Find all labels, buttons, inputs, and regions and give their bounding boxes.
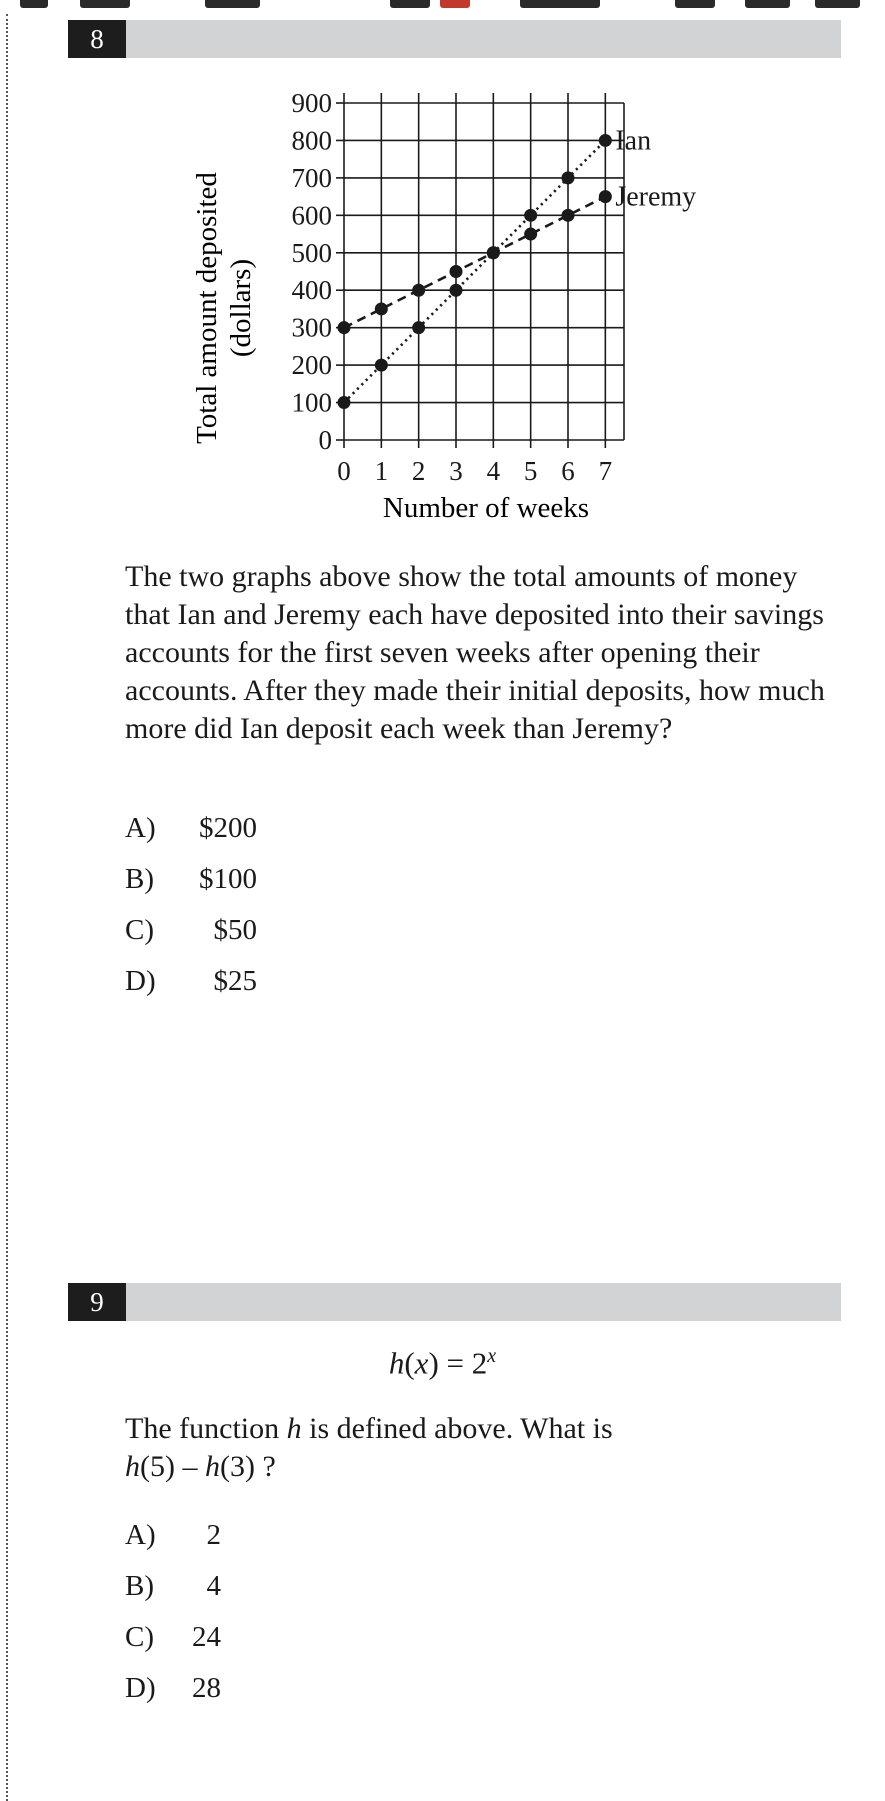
answer-choice-b[interactable] [125, 1561, 221, 1612]
y-tick-label: 300 [291, 312, 332, 343]
y-axis-ticks [292, 88, 345, 455]
question-header-bar [68, 20, 841, 58]
choice-value: 2 [206, 1519, 221, 1551]
y-tick-label: 400 [291, 275, 332, 306]
choice-value: $25 [213, 965, 257, 997]
data-point-jeremy [599, 190, 612, 203]
choice-letter: B) [125, 1570, 154, 1602]
x-tick-label: 7 [598, 456, 613, 486]
chart-series [338, 125, 697, 409]
choice-value: $200 [199, 812, 257, 844]
status-icon [20, 0, 48, 8]
data-point-jeremy [450, 265, 463, 278]
y-tick-label: 900 [291, 88, 332, 118]
data-point-ian [412, 321, 425, 334]
data-point-ian [375, 359, 388, 372]
stem-text: The function [125, 1412, 280, 1445]
question-stem: The function h is defined above. What is h(5) – h(3) ? [125, 1412, 613, 1483]
signal-icon [675, 0, 715, 8]
y-axis-label-line2: (dollars) [225, 258, 257, 358]
choice-letter: C) [125, 914, 154, 946]
x-tick-label: 4 [486, 456, 501, 486]
y-tick-label: 800 [291, 125, 332, 156]
data-point-ian [562, 171, 575, 184]
answer-choice-a[interactable] [125, 1510, 221, 1561]
data-point-ian [450, 284, 463, 297]
data-point-jeremy [412, 284, 425, 297]
y-tick-label: 600 [291, 200, 332, 231]
battery-icon [815, 0, 860, 8]
y-tick-label: 100 [291, 387, 332, 418]
series-label-jeremy: Jeremy [615, 181, 697, 213]
signal-icon [745, 0, 790, 8]
status-icon [390, 0, 430, 8]
formula-function: h [388, 1345, 405, 1381]
answer-choice-a[interactable] [125, 803, 257, 854]
x-tick-label: 2 [411, 456, 426, 486]
y-tick-label: 500 [291, 237, 332, 268]
chart-grid [344, 93, 624, 448]
answer-choices [125, 803, 257, 1007]
question-stem: The two graphs above show the total amounts of money that Ian and Jeremy each have deposited into their savings accounts for the first seven weeks after opening their accounts. After they made their initial deposits, how much more did Ian deposit each week than Jeremy? [125, 560, 825, 745]
choice-letter: B) [125, 863, 154, 895]
data-point-jeremy [487, 246, 500, 259]
question-header-bar [68, 1283, 841, 1321]
y-tick-label: 200 [291, 350, 332, 381]
x-tick-label: 0 [337, 456, 351, 486]
answer-choices [125, 1510, 221, 1714]
stem-text: is defined above. What is [309, 1412, 613, 1445]
deposit-chart [0, 60, 885, 600]
answer-choice-c[interactable] [125, 1612, 221, 1663]
formula-equals: = [446, 1345, 464, 1381]
choice-value: 28 [192, 1672, 221, 1704]
data-point-ian [338, 396, 351, 409]
choice-letter: D) [125, 1672, 156, 1704]
data-point-ian [524, 209, 537, 222]
status-icon [205, 0, 260, 8]
status-icon [80, 0, 130, 8]
answer-choice-c[interactable] [125, 905, 257, 956]
choice-letter: A) [125, 1519, 156, 1551]
x-tick-label: 3 [449, 456, 463, 486]
choice-letter: D) [125, 965, 156, 997]
expr-minus: – [182, 1450, 198, 1483]
choice-value: 4 [206, 1570, 221, 1602]
x-tick-label: 5 [523, 456, 538, 486]
formula-exponent: x [487, 1345, 497, 1367]
expr-question-mark: ? [262, 1450, 276, 1483]
data-point-ian [599, 134, 612, 147]
choice-letter: A) [125, 812, 156, 844]
answer-choice-d[interactable] [125, 1663, 221, 1714]
function-formula: h(x) = 2$^x$ [388, 1345, 497, 1381]
series-label-ian: Ian [615, 125, 652, 157]
x-axis-label: Number of weeks [382, 492, 590, 524]
status-icon [440, 0, 470, 8]
expr-function: h [205, 1450, 220, 1483]
question-number: 8 [68, 20, 126, 58]
stem-variable: h [286, 1412, 302, 1445]
data-point-jeremy [338, 321, 351, 334]
choice-letter: C) [125, 1621, 154, 1653]
y-axis-label-line1: Total amount deposited [191, 172, 223, 444]
x-tick-label: 1 [374, 456, 389, 486]
x-axis-ticks [337, 456, 612, 486]
answer-choice-b[interactable] [125, 854, 257, 905]
y-tick-label: 700 [291, 162, 332, 193]
expr-arg: 5 [150, 1450, 165, 1483]
data-point-jeremy [562, 209, 575, 222]
expr-arg: 3 [230, 1450, 245, 1483]
data-point-jeremy [524, 228, 537, 241]
device-status-bar [0, 0, 885, 14]
choice-value: $100 [199, 863, 257, 895]
x-tick-label: 6 [561, 456, 575, 486]
status-icon [520, 0, 600, 8]
choice-value: 24 [192, 1621, 221, 1653]
formula-variable: x [414, 1345, 429, 1381]
expr-function: h [125, 1450, 140, 1483]
y-tick-label: 0 [318, 425, 332, 455]
answer-choice-d[interactable] [125, 956, 257, 1007]
data-point-jeremy [375, 302, 388, 315]
question-number: 9 [68, 1283, 126, 1321]
formula-base: 2 [471, 1345, 488, 1381]
choice-value: $50 [213, 914, 257, 946]
